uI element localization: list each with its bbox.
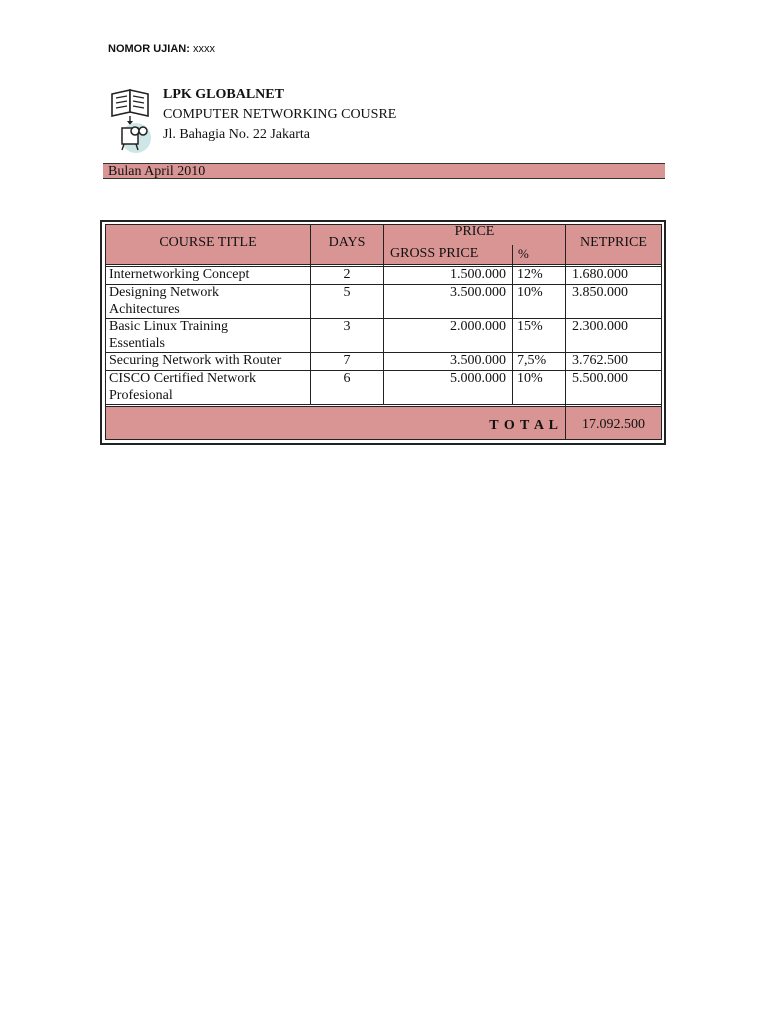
row-percent: 12% xyxy=(517,267,543,282)
exam-number xyxy=(108,43,215,55)
organization-name: LPK GLOBALNET xyxy=(163,87,284,102)
row-course-title-cont: Profesional xyxy=(109,388,173,403)
row-netprice: 3.850.000 xyxy=(572,285,628,300)
header-course-title: COURSE TITLE xyxy=(159,235,257,250)
row-gross-price: 1.500.000 xyxy=(450,267,506,282)
book-film-projector-icon xyxy=(110,86,154,156)
row-netprice: 3.762.500 xyxy=(572,353,628,368)
row-netprice: 5.500.000 xyxy=(572,371,628,386)
row-course-title: Internetworking Concept xyxy=(109,267,250,282)
address: Jl. Bahagia No. 22 Jakarta xyxy=(163,127,310,142)
row-percent: 15% xyxy=(517,319,543,334)
header-netprice: NETPRICE xyxy=(580,235,647,250)
row-days: 5 xyxy=(343,285,351,300)
row-gross-price: 5.000.000 xyxy=(450,371,506,386)
col-divider xyxy=(565,224,566,440)
course-name: COMPUTER NETWORKING COUSRE xyxy=(163,107,397,122)
frame-bottom xyxy=(105,439,662,440)
total-divider-2 xyxy=(105,406,662,407)
course-price-table xyxy=(100,220,666,445)
exam-number-label: NOMOR UJIAN: xyxy=(108,43,190,55)
row-days: 2 xyxy=(343,267,351,282)
row-gross-price: 3.500.000 xyxy=(450,285,506,300)
total-label: T O T A L xyxy=(489,418,559,433)
period-bar: Bulan April 2010 xyxy=(103,163,665,179)
row-days: 7 xyxy=(343,353,351,368)
row-percent: 10% xyxy=(517,371,543,386)
row-course-title-cont: Essentials xyxy=(109,336,165,351)
row-percent: 10% xyxy=(517,285,543,300)
total-value: 17.092.500 xyxy=(582,417,645,432)
header-days: DAYS xyxy=(328,235,366,250)
row-percent: 7,5% xyxy=(517,353,547,368)
row-course-title: Basic Linux Training xyxy=(109,319,229,334)
frame-right xyxy=(661,224,662,440)
frame-left xyxy=(105,224,106,440)
row-netprice: 1.680.000 xyxy=(572,267,628,282)
row-course-title: Securing Network with Router xyxy=(109,353,282,368)
header-percent: % xyxy=(518,246,529,261)
row-course-title: CISCO Certified Network xyxy=(109,371,256,386)
exam-number-value: xxxx xyxy=(192,43,215,55)
header-gross-price: GROSS PRICE xyxy=(390,246,479,261)
row-course-title-cont: Achitectures xyxy=(109,302,180,317)
col-divider xyxy=(512,244,513,405)
row-gross-price: 2.000.000 xyxy=(450,319,506,334)
row-gross-price: 3.500.000 xyxy=(450,353,506,368)
header-price: PRICE xyxy=(454,224,495,239)
price-subheader-gap xyxy=(384,244,565,245)
row-netprice: 2.300.000 xyxy=(572,319,628,334)
row-days: 3 xyxy=(343,319,351,334)
row-days: 6 xyxy=(343,371,351,386)
row-course-title: Designing Network xyxy=(109,285,220,300)
organization-block xyxy=(163,85,396,145)
